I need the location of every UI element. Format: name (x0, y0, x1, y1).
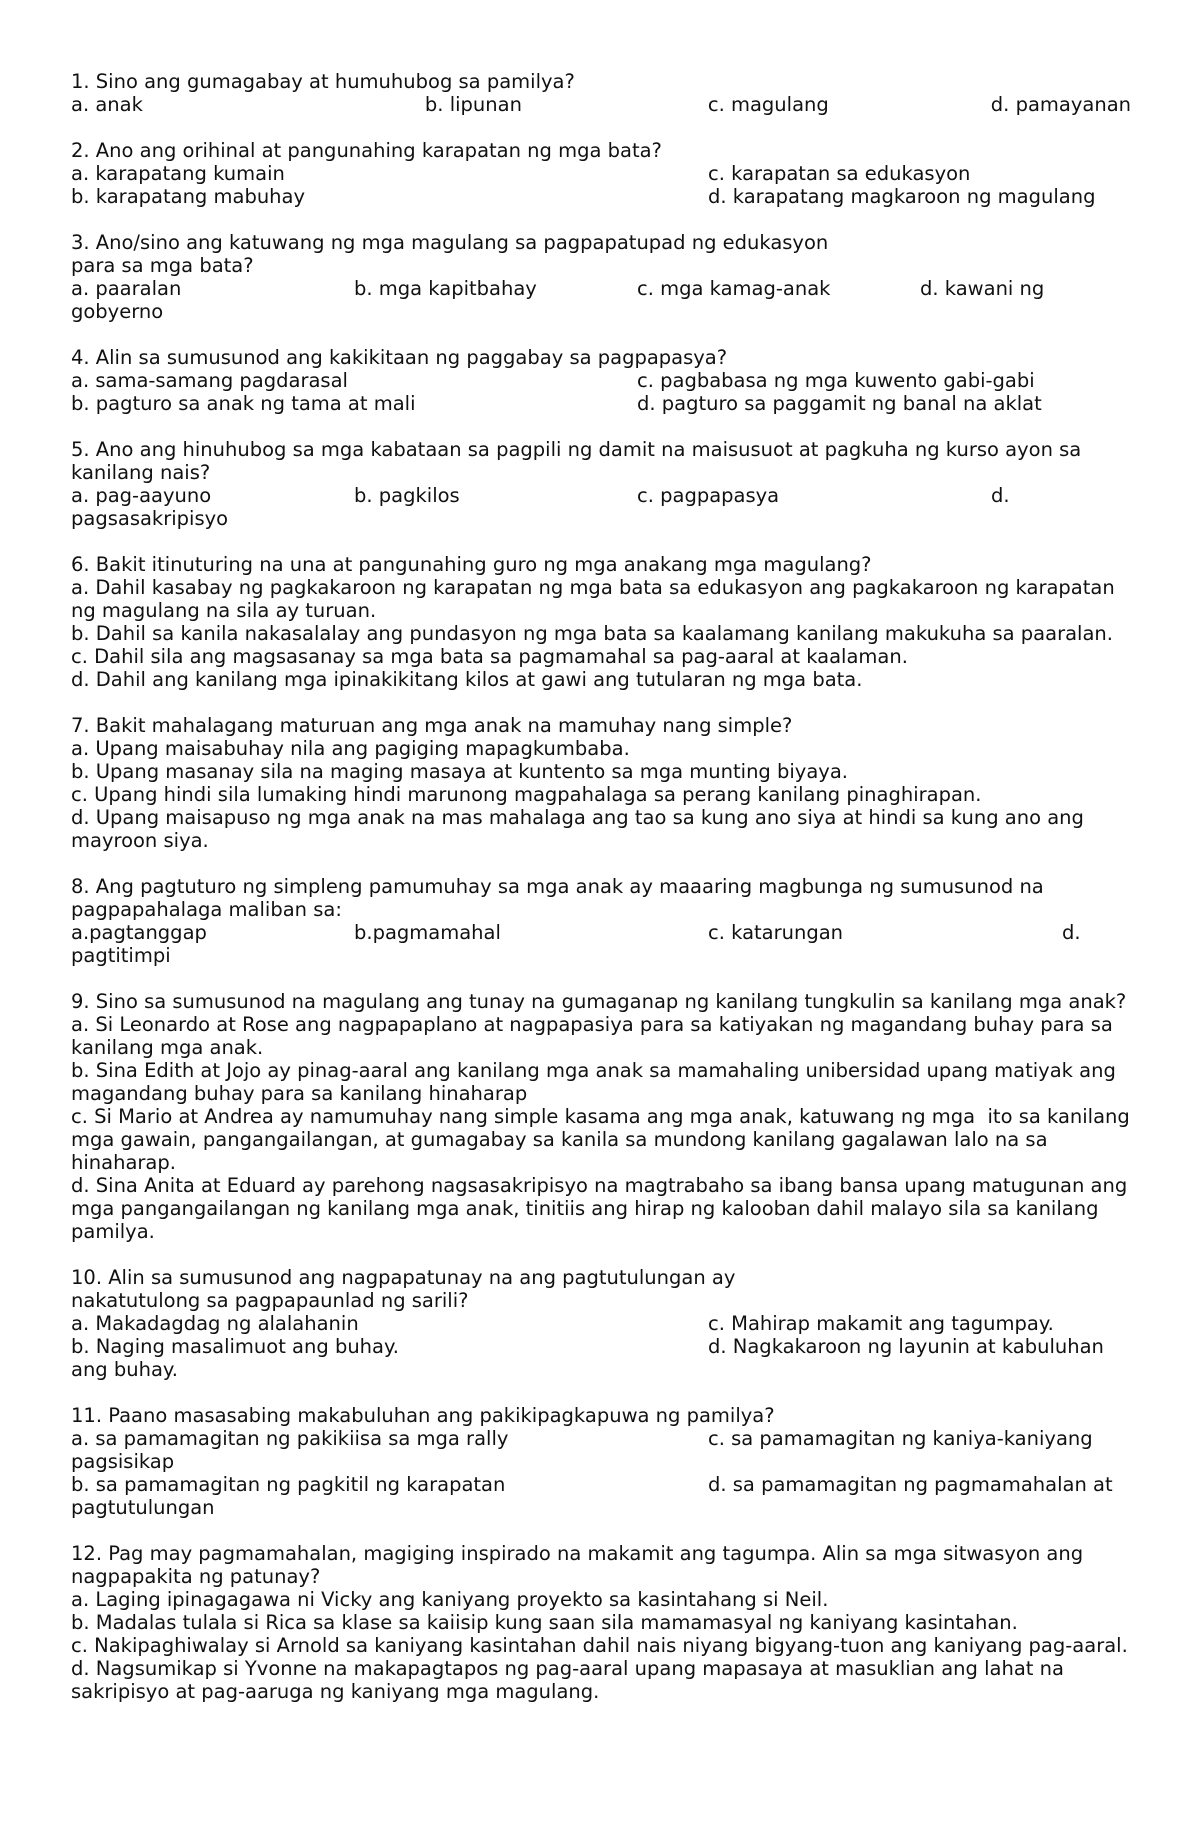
choice-9d: d. Sina Anita at Eduard ay parehong nagsasakripisyo na magtrabaho sa ibang bansa upang matugunan ang mga pangangailangan ng kanilang mga anak, tinitiis ang hirap ng kalooban dahil malayo sila sa kanilang pamilya. (71, 1174, 1134, 1243)
choice-10a: a. Makadagdag ng alalahanin (71, 1312, 359, 1335)
question-6 (71, 553, 1131, 691)
question-11-choices-row-1 (71, 1427, 1131, 1450)
question-10-stem: 10. Alin sa sumusunod ang nagpapatunay na ang pagtutulungan ay nakatutulong sa pagpapaunlad ng sarili? (71, 1266, 742, 1312)
choice-12b: b. Madalas tulala si Rica sa klase sa kaiisip kung saan sila mamamasyal ng kaniyang kasintahan. (71, 1611, 1018, 1634)
question-7-stem: 7. Bakit mahalagang maturuan ang mga anak na mamuhay nang simple? (71, 714, 793, 737)
question-2-stem: 2. Ano ang orihinal at pangunahing karapatan ng mga bata? (71, 139, 662, 162)
choice-3d-continued: gobyerno (71, 300, 164, 323)
question-1-choices (71, 93, 1131, 116)
choice-7c: c. Upang hindi sila lumaking hindi marunong magpahalaga sa perang kanilang pinaghirapan. (71, 783, 982, 806)
choice-7a: a. Upang maisabuhay nila ang pagiging mapagkumbaba. (71, 737, 630, 760)
question-9-stem: 9. Sino sa sumusunod na magulang ang tunay na gumaganap ng kanilang tungkulin sa kanilang mga anak? (71, 990, 1127, 1013)
choice-8b: b.pagmamahal (354, 921, 501, 944)
choice-6d: d. Dahil ang kanilang mga ipinakikitang kilos at gawi ang tutularan ng mga bata. (71, 668, 863, 691)
choice-4b: b. pagturo sa anak ng tama at mali (71, 392, 416, 415)
choice-7b: b. Upang masanay sila na maging masaya at kuntento sa mga munting biyaya. (71, 760, 848, 783)
question-7 (71, 714, 1131, 852)
question-5 (71, 438, 1131, 530)
choice-12c: c. Nakipaghiwalay si Arnold sa kaniyang kasintahan dahil nais niyang bigyang-tuon ang kaniyang pag-aaral. (71, 1634, 1128, 1657)
choice-1b: b. lipunan (424, 93, 522, 116)
choice-8d: d. (1062, 921, 1081, 944)
choice-2b: b. karapatang mabuhay (71, 185, 306, 208)
question-10 (71, 1266, 1131, 1381)
choice-5d-continued: pagsasakripisyo (71, 507, 229, 530)
question-8 (71, 875, 1131, 967)
choice-9c: c. Si Mario at Andrea ay namumuhay nang simple kasama ang mga anak, katuwang ng mga ito sa kanilang mga gawain, pangangailangan, at gumagabay sa kanila sa mundong kanilang gagalawan lalo na sa hinaharap. (71, 1105, 1136, 1174)
choice-11a: a. sa pamamagitan ng pakikiisa sa mga rally (71, 1427, 509, 1450)
choice-3b: b. mga kapitbahay (354, 277, 537, 300)
question-2-choices-row-1 (71, 162, 1131, 185)
choice-7d: d. Upang maisapuso ng mga anak na mas mahalaga ang tao sa kung ano siya at hindi sa kung ano ang mayroon siya. (71, 806, 1091, 852)
question-8-choices (71, 921, 1131, 944)
question-11-stem: 11. Paano masasabing makabuluhan ang pakikipagkapuwa ng pamilya? (71, 1404, 775, 1427)
question-1-stem: 1. Sino ang gumagabay at humuhubog sa pamilya? (71, 70, 575, 93)
choice-8d-continued: pagtitimpi (71, 944, 171, 967)
question-11-choices-row-2 (71, 1473, 1131, 1496)
question-4 (71, 346, 1131, 415)
question-1 (71, 70, 1131, 116)
choice-10d-continued: ang buhay. (71, 1358, 178, 1381)
choice-3d: d. kawani ng (920, 277, 1045, 300)
question-8-stem: 8. Ang pagtuturo ng simpleng pamumuhay sa mga anak ay maaaring magbunga ng sumusunod na pagpapahalaga maliban sa: (71, 875, 1050, 921)
question-10-choices-row-2 (71, 1335, 1131, 1358)
question-4-stem: 4. Alin sa sumusunod ang kakikitaan ng paggabay sa pagpapasya? (71, 346, 728, 369)
choice-4a: a. sama-samang pagdarasal (71, 369, 348, 392)
choice-9b: b. Sina Edith at Jojo ay pinag-aaral ang kanilang mga anak sa mamahaling unibersidad upang matiyak ang magandang buhay para sa kanilang hinaharap (71, 1059, 1123, 1105)
choice-12a: a. Laging ipinagagawa ni Vicky ang kaniyang proyekto sa kasintahang si Neil. (71, 1588, 829, 1611)
choice-5d: d. (991, 484, 1010, 507)
choice-6a: a. Dahil kasabay ng pagkakaroon ng karapatan ng mga bata sa edukasyon ang pagkakaroon ng karapatan ng magulang na sila ay turuan. (71, 576, 1121, 622)
choice-2a: a. karapatang kumain (71, 162, 285, 185)
question-2 (71, 139, 1131, 208)
question-11 (71, 1404, 1131, 1519)
choice-1d: d. pamayanan (990, 93, 1132, 116)
choice-3a: a. paaralan (71, 277, 182, 300)
question-3-choices (71, 277, 1131, 300)
choice-11b: b. sa pamamagitan ng pagkitil ng karapatan (71, 1473, 506, 1496)
choice-8a: a.pagtanggap (71, 921, 207, 944)
choice-11d: d. sa pamamagitan ng pagmamahalan at (708, 1473, 1113, 1496)
choice-4d: d. pagturo sa paggamit ng banal na aklat (637, 392, 1042, 415)
question-2-choices-row-2 (71, 185, 1131, 208)
question-3 (71, 231, 1131, 323)
choice-11c: c. sa pamamagitan ng kaniya-kaniyang (708, 1427, 1093, 1450)
choice-4c: c. pagbabasa ng mga kuwento gabi-gabi (637, 369, 1035, 392)
choice-5a: a. pag-aayuno (71, 484, 212, 507)
choice-5b: b. pagkilos (354, 484, 460, 507)
question-6-stem: 6. Bakit itinuturing na una at pangunahing guro ng mga anakang mga magulang? (71, 553, 872, 576)
choice-10d: d. Nagkakaroon ng layunin at kabuluhan (708, 1335, 1104, 1358)
question-12-stem: 12. Pag may pagmamahalan, magiging inspirado na makamit ang tagumpa. Alin sa mga sitwasyon ang nagpapakita ng patunay? (71, 1542, 1090, 1588)
choice-6b: b. Dahil sa kanila nakasalalay ang pundasyon ng mga bata sa kaalamang kanilang makukuha sa paaralan. (71, 622, 1113, 645)
choice-2c: c. karapatan sa edukasyon (708, 162, 971, 185)
choice-2d: d. karapatang magkaroon ng magulang (708, 185, 1096, 208)
choice-10b: b. Naging masalimuot ang buhay. (71, 1335, 399, 1358)
question-4-choices-row-1 (71, 369, 1131, 392)
question-10-choices-row-1 (71, 1312, 1131, 1335)
question-5-choices (71, 484, 1131, 507)
quiz-content (71, 70, 1136, 1726)
question-4-choices-row-2 (71, 392, 1131, 415)
choice-11d-continued: pagtutulungan (71, 1496, 215, 1519)
question-9 (71, 990, 1136, 1243)
choice-1a: a. anak (71, 93, 143, 116)
question-5-stem: 5. Ano ang hinuhubog sa mga kabataan sa pagpili ng damit na maisusuot at pagkuha ng kurso ayon sa kanilang nais? (71, 438, 1088, 484)
choice-6c: c. Dahil sila ang magsasanay sa mga bata sa pagmamahal sa pag-aaral at kaalaman. (71, 645, 908, 668)
choice-3c: c. mga kamag-anak (637, 277, 831, 300)
choice-10c: c. Mahirap makamit ang tagumpay. (708, 1312, 1054, 1335)
choice-12d: d. Nagsumikap si Yvonne na makapagtapos ng pag-aaral upang mapasaya at masuklian ang lahat na sakripisyo at pag-aaruga ng kaniyang mga magulang. (71, 1657, 1071, 1703)
choice-8c: c. katarungan (708, 921, 844, 944)
choice-11c-continued: pagsisikap (71, 1450, 175, 1473)
question-3-stem: 3. Ano/sino ang katuwang ng mga magulang sa pagpapatupad ng edukasyon para sa mga bata? (71, 231, 835, 277)
choice-1c: c. magulang (707, 93, 829, 116)
choice-9a: a. Si Leonardo at Rose ang nagpapaplano at nagpapasiya para sa katiyakan ng magandang buhay para sa kanilang mga anak. (71, 1013, 1120, 1059)
question-12 (71, 1542, 1131, 1703)
choice-5c: c. pagpapasya (637, 484, 780, 507)
